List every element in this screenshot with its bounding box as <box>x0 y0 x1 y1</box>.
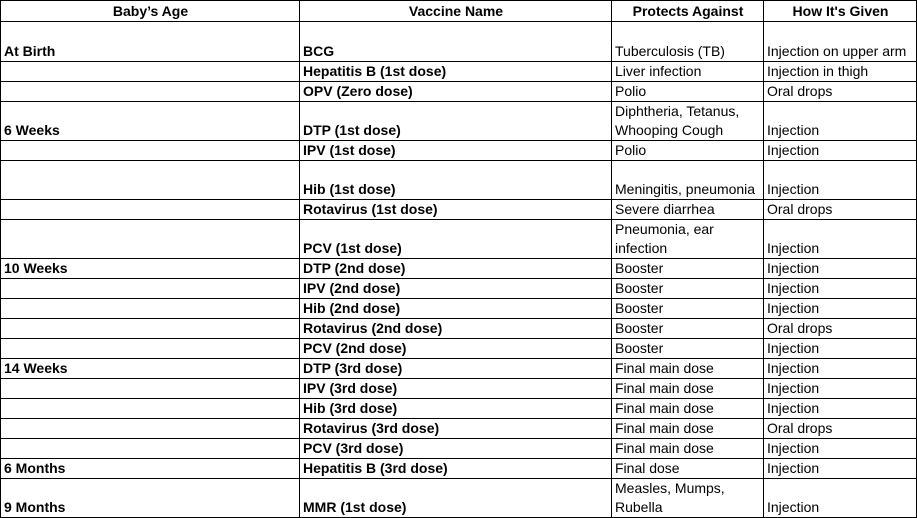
vaccine-cell[interactable]: Rotavirus (3rd dose) <box>300 419 612 439</box>
protects-cell[interactable] <box>612 220 764 259</box>
protects-line: Polio <box>615 83 647 99</box>
age-cell[interactable] <box>1 339 300 359</box>
age-cell[interactable] <box>1 141 300 161</box>
given-cell[interactable]: Injection <box>764 439 917 459</box>
age-cell[interactable] <box>1 279 300 299</box>
age-cell[interactable] <box>1 299 300 319</box>
table-row <box>1 200 917 220</box>
protects-cell[interactable] <box>612 62 764 82</box>
vaccine-cell[interactable]: DTP (2nd dose) <box>300 259 612 279</box>
age-cell[interactable] <box>1 161 300 200</box>
vaccine-cell[interactable]: IPV (3rd dose) <box>300 379 612 399</box>
protects-line: Tuberculosis (TB) <box>615 43 725 59</box>
protects-cell[interactable] <box>612 439 764 459</box>
age-cell[interactable]: 6 Months <box>1 459 300 479</box>
age-cell[interactable]: 10 Weeks <box>1 259 300 279</box>
table-row <box>1 359 917 379</box>
age-cell[interactable] <box>1 439 300 459</box>
given-cell[interactable]: Injection <box>764 141 917 161</box>
table-row <box>1 22 917 62</box>
table-row <box>1 161 917 200</box>
age-cell[interactable] <box>1 220 300 259</box>
given-cell[interactable]: Injection <box>764 339 917 359</box>
table-row <box>1 419 917 439</box>
protects-line: Final main dose <box>615 360 714 376</box>
vaccine-cell[interactable]: IPV (2nd dose) <box>300 279 612 299</box>
protects-line: Diphtheria, Tetanus, <box>615 103 740 119</box>
protects-cell[interactable] <box>612 479 764 518</box>
protects-line: Polio <box>615 142 647 158</box>
age-cell[interactable]: 9 Months <box>1 479 300 518</box>
table-row <box>1 339 917 359</box>
protects-cell[interactable] <box>612 459 764 479</box>
age-cell[interactable] <box>1 200 300 220</box>
vaccine-cell[interactable]: Hib (2nd dose) <box>300 299 612 319</box>
table-row <box>1 102 917 141</box>
vaccine-cell[interactable]: IPV (1st dose) <box>300 141 612 161</box>
age-cell[interactable] <box>1 82 300 102</box>
given-cell[interactable]: Oral drops <box>764 319 917 339</box>
protects-cell[interactable] <box>612 22 764 62</box>
protects-cell[interactable] <box>612 419 764 439</box>
protects-cell[interactable] <box>612 379 764 399</box>
protects-cell[interactable] <box>612 339 764 359</box>
age-cell[interactable]: 14 Weeks <box>1 359 300 379</box>
protects-line: Rubella <box>615 499 663 515</box>
protects-line: Final main dose <box>615 400 714 416</box>
table-row <box>1 379 917 399</box>
given-cell[interactable]: Injection on upper arm <box>764 22 917 62</box>
given-cell[interactable]: Injection <box>764 299 917 319</box>
protects-cell[interactable] <box>612 82 764 102</box>
protects-cell[interactable] <box>612 141 764 161</box>
vaccine-cell[interactable]: OPV (Zero dose) <box>300 82 612 102</box>
vaccine-cell[interactable]: Rotavirus (1st dose) <box>300 200 612 220</box>
table-row <box>1 459 917 479</box>
protects-line: Booster <box>615 260 664 276</box>
protects-cell[interactable] <box>612 200 764 220</box>
age-cell[interactable] <box>1 379 300 399</box>
vaccine-cell[interactable]: DTP (3rd dose) <box>300 359 612 379</box>
protects-line: Final main dose <box>615 380 714 396</box>
protects-cell[interactable] <box>612 102 764 141</box>
table-row <box>1 62 917 82</box>
protects-line: Meningitis, pneumonia <box>615 181 756 197</box>
protects-cell[interactable] <box>612 279 764 299</box>
vaccine-cell[interactable]: DTP (1st dose) <box>300 102 612 141</box>
vaccine-cell[interactable]: PCV (1st dose) <box>300 220 612 259</box>
given-cell[interactable]: Injection <box>764 102 917 141</box>
age-cell[interactable]: 6 Weeks <box>1 102 300 141</box>
given-cell[interactable]: Injection <box>764 161 917 200</box>
given-cell[interactable]: Injection <box>764 220 917 259</box>
protects-line: Booster <box>615 280 664 296</box>
vaccine-cell[interactable]: BCG <box>300 22 612 62</box>
table-row <box>1 82 917 102</box>
age-cell[interactable] <box>1 319 300 339</box>
vaccine-cell[interactable]: Hepatitis B (1st dose) <box>300 62 612 82</box>
protects-cell[interactable] <box>612 319 764 339</box>
protects-line: Measles, Mumps, <box>615 480 725 496</box>
protects-cell[interactable] <box>612 399 764 419</box>
vaccine-cell[interactable]: Rotavirus (2nd dose) <box>300 319 612 339</box>
table-row <box>1 141 917 161</box>
given-cell[interactable]: Injection <box>764 259 917 279</box>
vaccine-cell[interactable]: MMR (1st dose) <box>300 479 612 518</box>
table-row <box>1 479 917 518</box>
protects-line: Booster <box>615 300 664 316</box>
vaccine-cell[interactable]: Hepatitis B (3rd dose) <box>300 459 612 479</box>
vaccine-cell[interactable]: PCV (2nd dose) <box>300 339 612 359</box>
age-cell[interactable] <box>1 419 300 439</box>
protects-cell[interactable] <box>612 161 764 200</box>
table-row <box>1 299 917 319</box>
header-row <box>1 1 917 22</box>
header-vaccine-name[interactable]: Vaccine Name <box>300 1 612 22</box>
protects-cell[interactable] <box>612 259 764 279</box>
protects-line: Booster <box>615 340 664 356</box>
given-cell[interactable]: Injection <box>764 479 917 518</box>
header-babys-age[interactable]: Baby’s Age <box>1 1 300 22</box>
vaccine-cell[interactable]: PCV (3rd dose) <box>300 439 612 459</box>
table-row <box>1 439 917 459</box>
given-cell[interactable]: Injection <box>764 379 917 399</box>
table-row <box>1 399 917 419</box>
table-row <box>1 259 917 279</box>
given-cell[interactable]: Injection <box>764 399 917 419</box>
table-row <box>1 279 917 299</box>
table-row <box>1 319 917 339</box>
given-cell[interactable]: Injection <box>764 459 917 479</box>
given-cell[interactable]: Injection in thigh <box>764 62 917 82</box>
protects-line: Final main dose <box>615 420 714 436</box>
table-body <box>1 22 917 518</box>
header-how-its-given[interactable]: How It's Given <box>764 1 917 22</box>
given-cell[interactable]: Injection <box>764 359 917 379</box>
given-cell[interactable]: Oral drops <box>764 419 917 439</box>
given-cell[interactable]: Oral drops <box>764 82 917 102</box>
age-cell[interactable] <box>1 62 300 82</box>
vaccine-cell[interactable]: Hib (3rd dose) <box>300 399 612 419</box>
table-row <box>1 220 917 259</box>
protects-cell[interactable] <box>612 359 764 379</box>
vaccine-cell[interactable]: Hib (1st dose) <box>300 161 612 200</box>
protects-line: Final dose <box>615 460 680 476</box>
protects-line: Pneumonia, ear <box>615 221 714 237</box>
protects-line: Severe diarrhea <box>615 201 715 217</box>
protects-line: Booster <box>615 320 664 336</box>
header-protects-against[interactable]: Protects Against <box>612 1 764 22</box>
protects-line: Final main dose <box>615 440 714 456</box>
protects-line: infection <box>615 240 668 256</box>
protects-line: Liver infection <box>615 63 702 79</box>
given-cell[interactable]: Injection <box>764 279 917 299</box>
protects-cell[interactable] <box>612 299 764 319</box>
protects-line: Whooping Cough <box>615 122 724 138</box>
age-cell[interactable] <box>1 399 300 419</box>
given-cell[interactable]: Oral drops <box>764 200 917 220</box>
age-cell[interactable]: At Birth <box>1 22 300 62</box>
